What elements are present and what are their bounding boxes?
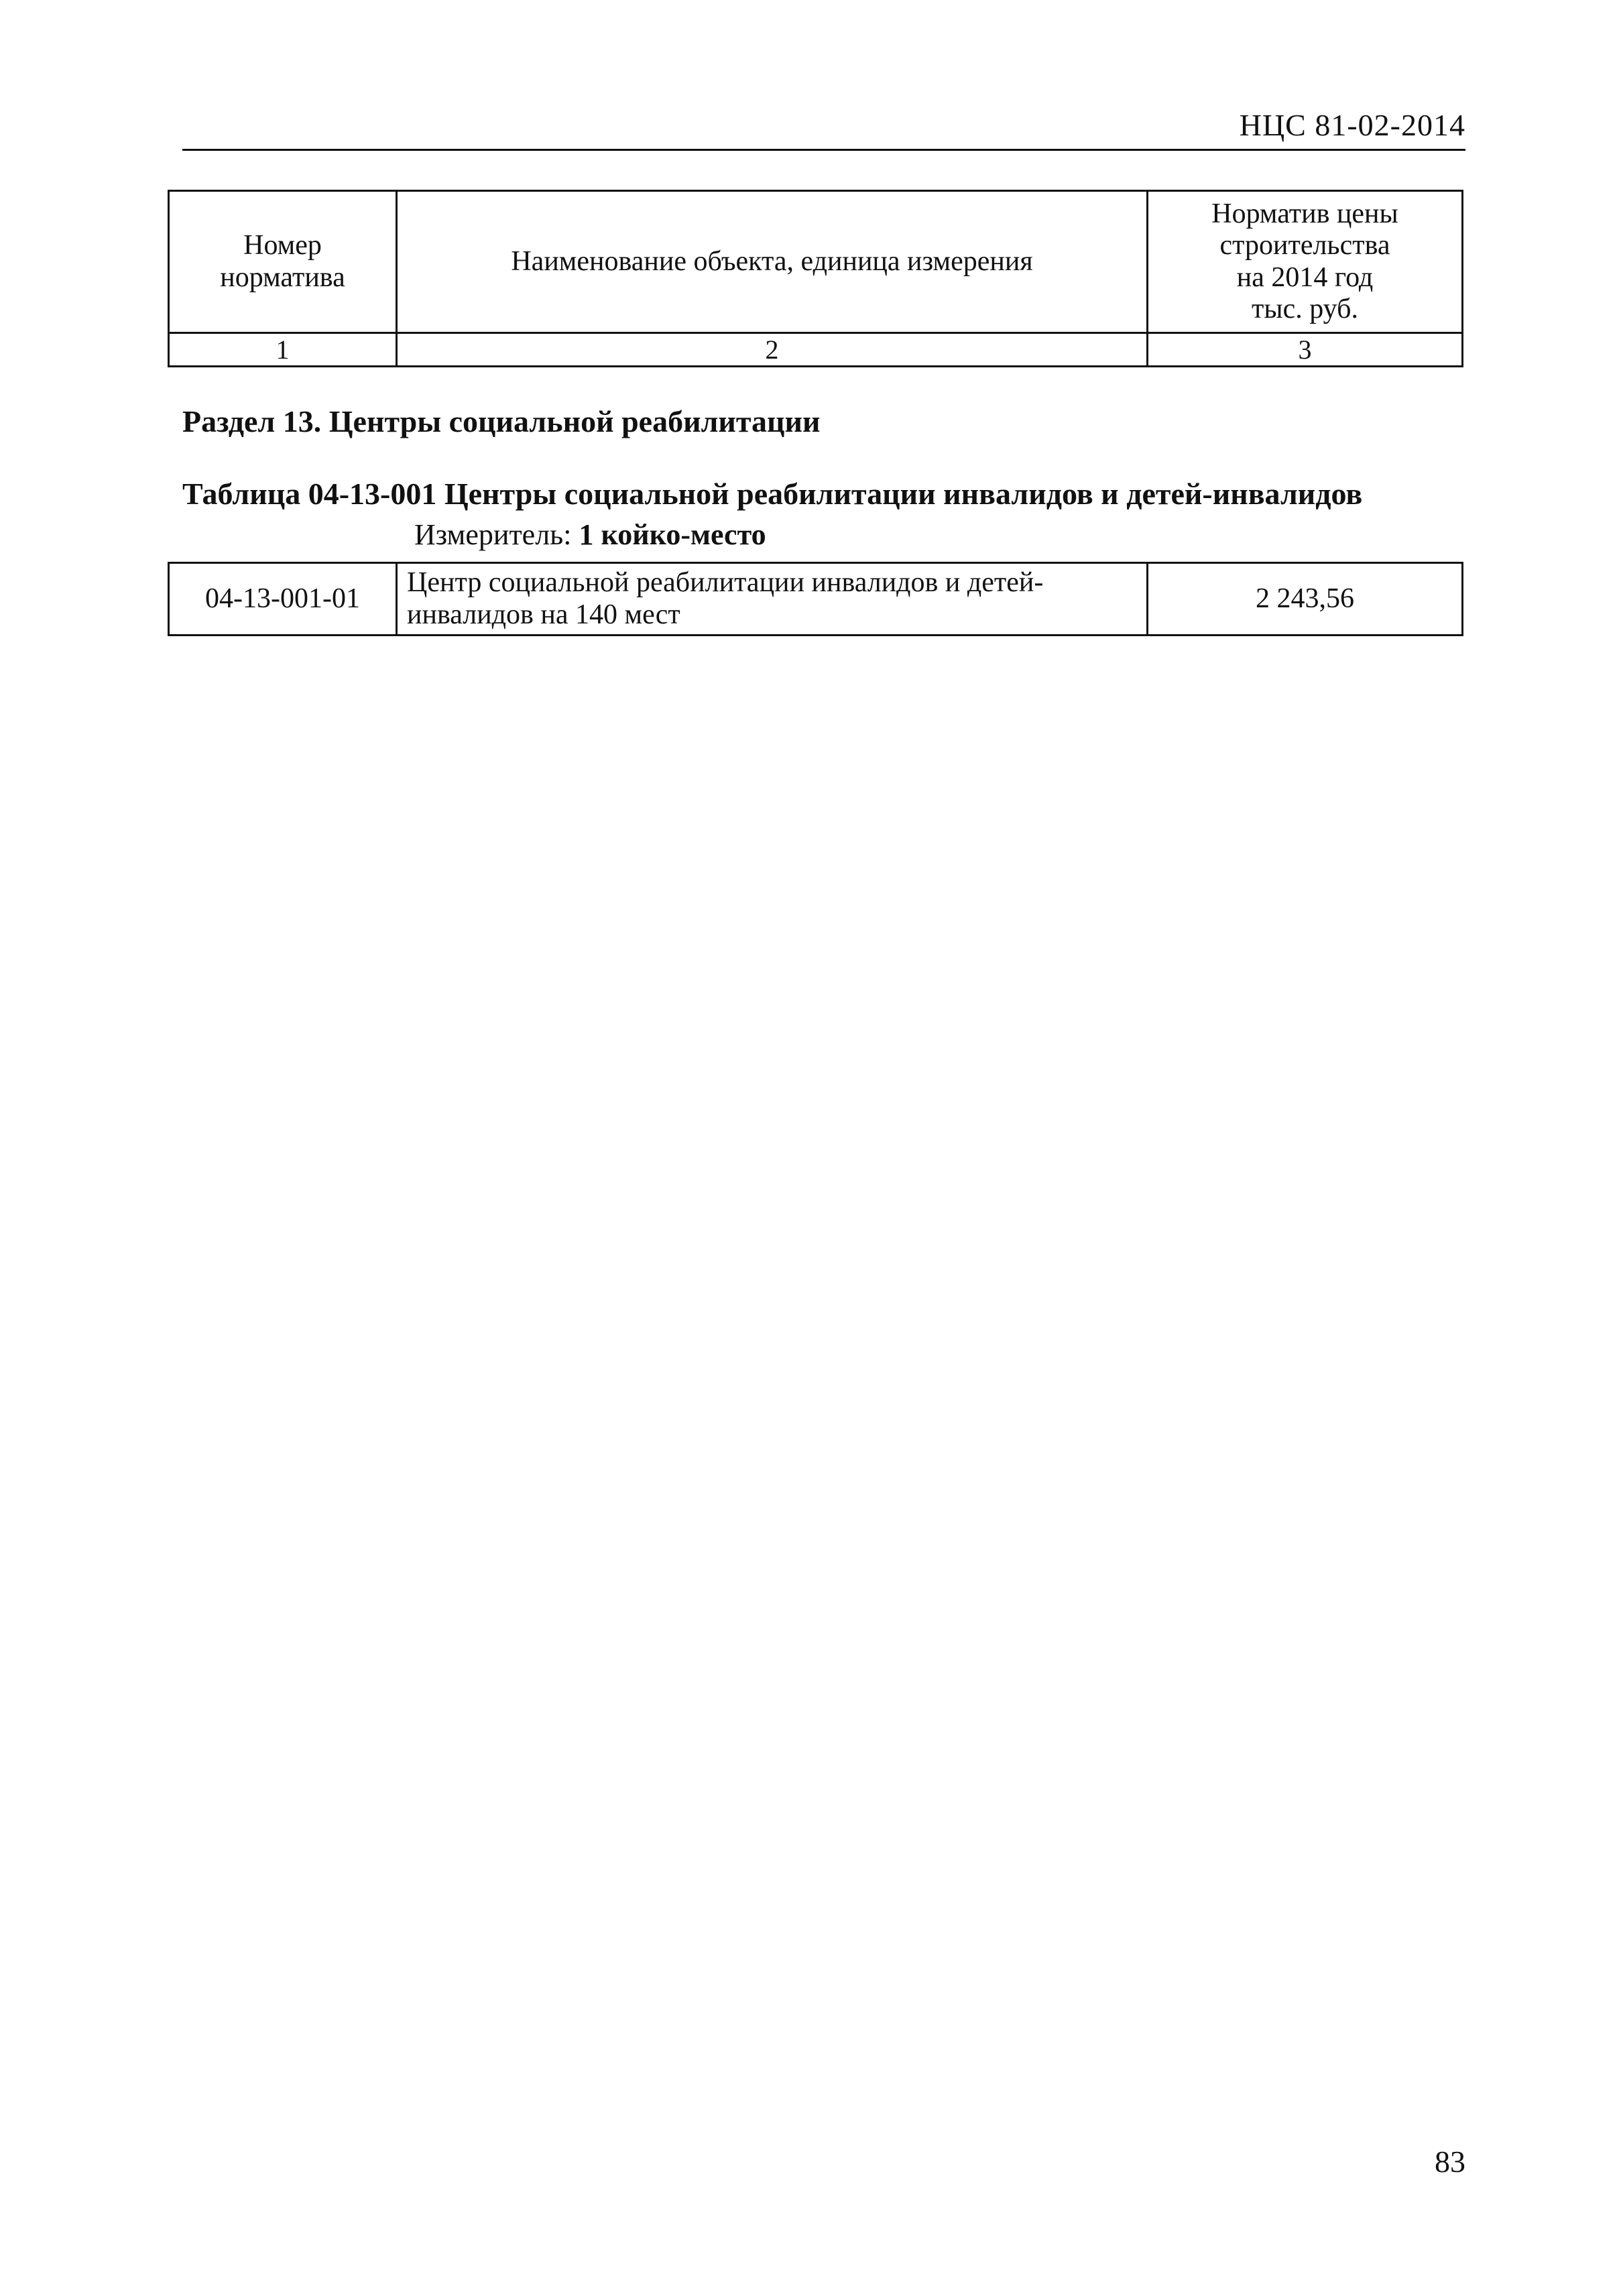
document-code: НЦС 81-02-2014 [1239, 108, 1465, 142]
column-header-table [168, 190, 1463, 367]
table-title: Таблица 04-13-001 Центры социальной реабилитации инвалидов и детей-инвалидов [182, 477, 1363, 511]
section-title: Раздел 13. Центры социальной реабилитации [182, 404, 821, 438]
header-name-label: Наименование объекта, единица измерения [511, 245, 1033, 277]
column-number-row [169, 333, 1463, 367]
norm-price: 2 243,56 [1148, 563, 1463, 636]
header-price-line1: Норматив цены [1211, 198, 1398, 230]
header-cell-number [169, 191, 397, 333]
header-cell-price [1148, 191, 1463, 333]
header-number-label: Номер норматива [220, 230, 345, 293]
table-row [169, 563, 1463, 636]
measure-label: Измеритель: [414, 518, 572, 551]
page-number: 83 [1435, 2144, 1465, 2179]
measure-line [414, 518, 766, 552]
header-cell-name [397, 191, 1148, 333]
header-divider [182, 149, 1465, 151]
norm-data-table [168, 562, 1463, 636]
column-number-1: 1 [169, 333, 397, 367]
measure-value: 1 койко-место [579, 518, 766, 551]
header-price-line4: тыс. руб. [1252, 293, 1358, 324]
column-number-2: 2 [397, 333, 1148, 367]
object-name: Центр социальной реабилитации инвалидов и детей-инвалидов на 140 мест [397, 563, 1148, 636]
column-number-3: 3 [1148, 333, 1463, 367]
norm-code: 04-13-001-01 [169, 563, 397, 636]
header-price-line2: строительства [1219, 230, 1390, 261]
header-row [169, 191, 1463, 333]
header-price-line3: на 2014 год [1236, 261, 1374, 293]
